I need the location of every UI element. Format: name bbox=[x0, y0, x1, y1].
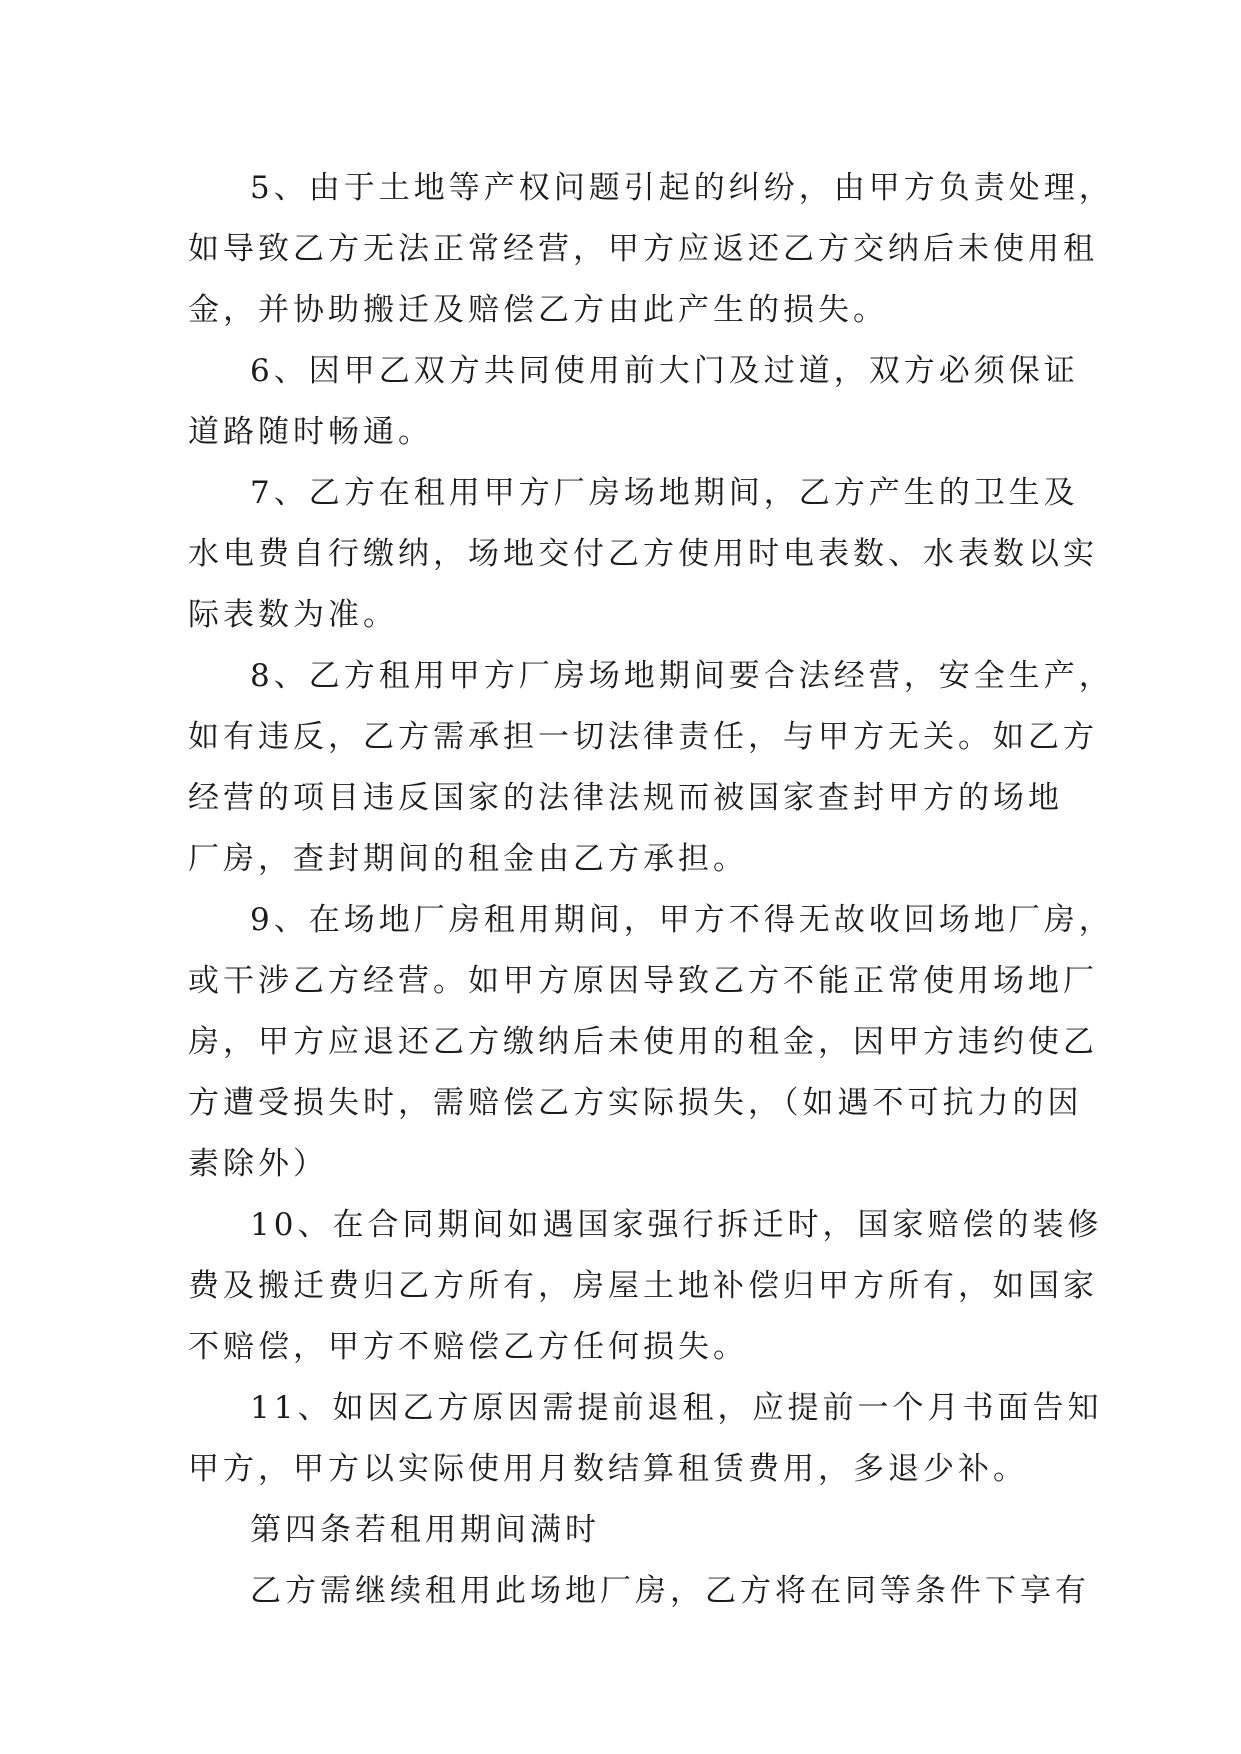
text-line: 际表数为准。 bbox=[188, 597, 398, 633]
text-line: 11、如因乙方原因需提前退租，应提前一个月书面告知 bbox=[250, 1390, 1103, 1426]
text-line: 不赔偿，甲方不赔偿乙方任何损失。 bbox=[188, 1329, 748, 1365]
clause-6 bbox=[188, 341, 1079, 463]
text-line: 甲方，甲方以实际使用月数结算租赁费用，多退少补。 bbox=[188, 1451, 1028, 1487]
section-heading: 第四条若租用期间满时 bbox=[250, 1512, 600, 1548]
text-line: 10、在合同期间如遇国家强行拆迁时，国家赔偿的装修 bbox=[250, 1207, 1103, 1243]
text-line: 或干涉乙方经营。如甲方原因导致乙方不能正常使用场地厂 bbox=[188, 963, 1098, 999]
clause-7 bbox=[188, 463, 1098, 646]
text-line: 如导致乙方无法正常经营，甲方应返还乙方交纳后未使用租 bbox=[188, 231, 1098, 267]
text-line: 8、乙方租用甲方厂房场地期间要合法经营，安全生产， bbox=[250, 658, 1114, 694]
clause-5 bbox=[188, 158, 1114, 341]
text-line: 道路随时畅通。 bbox=[188, 414, 433, 450]
text-line: 素除外） bbox=[188, 1146, 328, 1182]
text-line: 如有违反，乙方需承担一切法律责任，与甲方无关。如乙方 bbox=[188, 719, 1098, 755]
text-line: 水电费自行缴纳，场地交付乙方使用时电表数、水表数以实 bbox=[188, 536, 1098, 572]
clause-11 bbox=[188, 1378, 1103, 1500]
article-4-text bbox=[188, 1561, 1090, 1622]
article-4-heading bbox=[188, 1500, 1060, 1561]
clause-8 bbox=[188, 646, 1114, 890]
text-line: 5、由于土地等产权问题引起的纠纷，由甲方负责处理， bbox=[250, 170, 1114, 206]
text-line: 7、乙方在租用甲方厂房场地期间，乙方产生的卫生及 bbox=[250, 475, 1079, 511]
clause-10 bbox=[188, 1195, 1103, 1378]
text-line: 金，并协助搬迁及赔偿乙方由此产生的损失。 bbox=[188, 292, 888, 328]
text-line: 经营的项目违反国家的法律法规而被国家查封甲方的场地 bbox=[188, 780, 1063, 816]
text-line: 费及搬迁费归乙方所有，房屋土地补偿归甲方所有，如国家 bbox=[188, 1268, 1098, 1304]
text-line: 乙方需继续租用此场地厂房，乙方将在同等条件下享有 bbox=[250, 1573, 1090, 1609]
text-line: 9、在场地厂房租用期间，甲方不得无故收回场地厂房， bbox=[250, 902, 1114, 938]
text-line: 厂房，查封期间的租金由乙方承担。 bbox=[188, 841, 748, 877]
text-line: 6、因甲乙双方共同使用前大门及过道，双方必须保证 bbox=[250, 353, 1079, 389]
text-line: 房，甲方应退还乙方缴纳后未使用的租金，因甲方违约使乙 bbox=[188, 1024, 1098, 1060]
text-line: 方遭受损失时，需赔偿乙方实际损失，（如遇不可抗力的因 bbox=[188, 1085, 1083, 1121]
clause-9 bbox=[188, 890, 1114, 1195]
document-body bbox=[188, 158, 1114, 1622]
